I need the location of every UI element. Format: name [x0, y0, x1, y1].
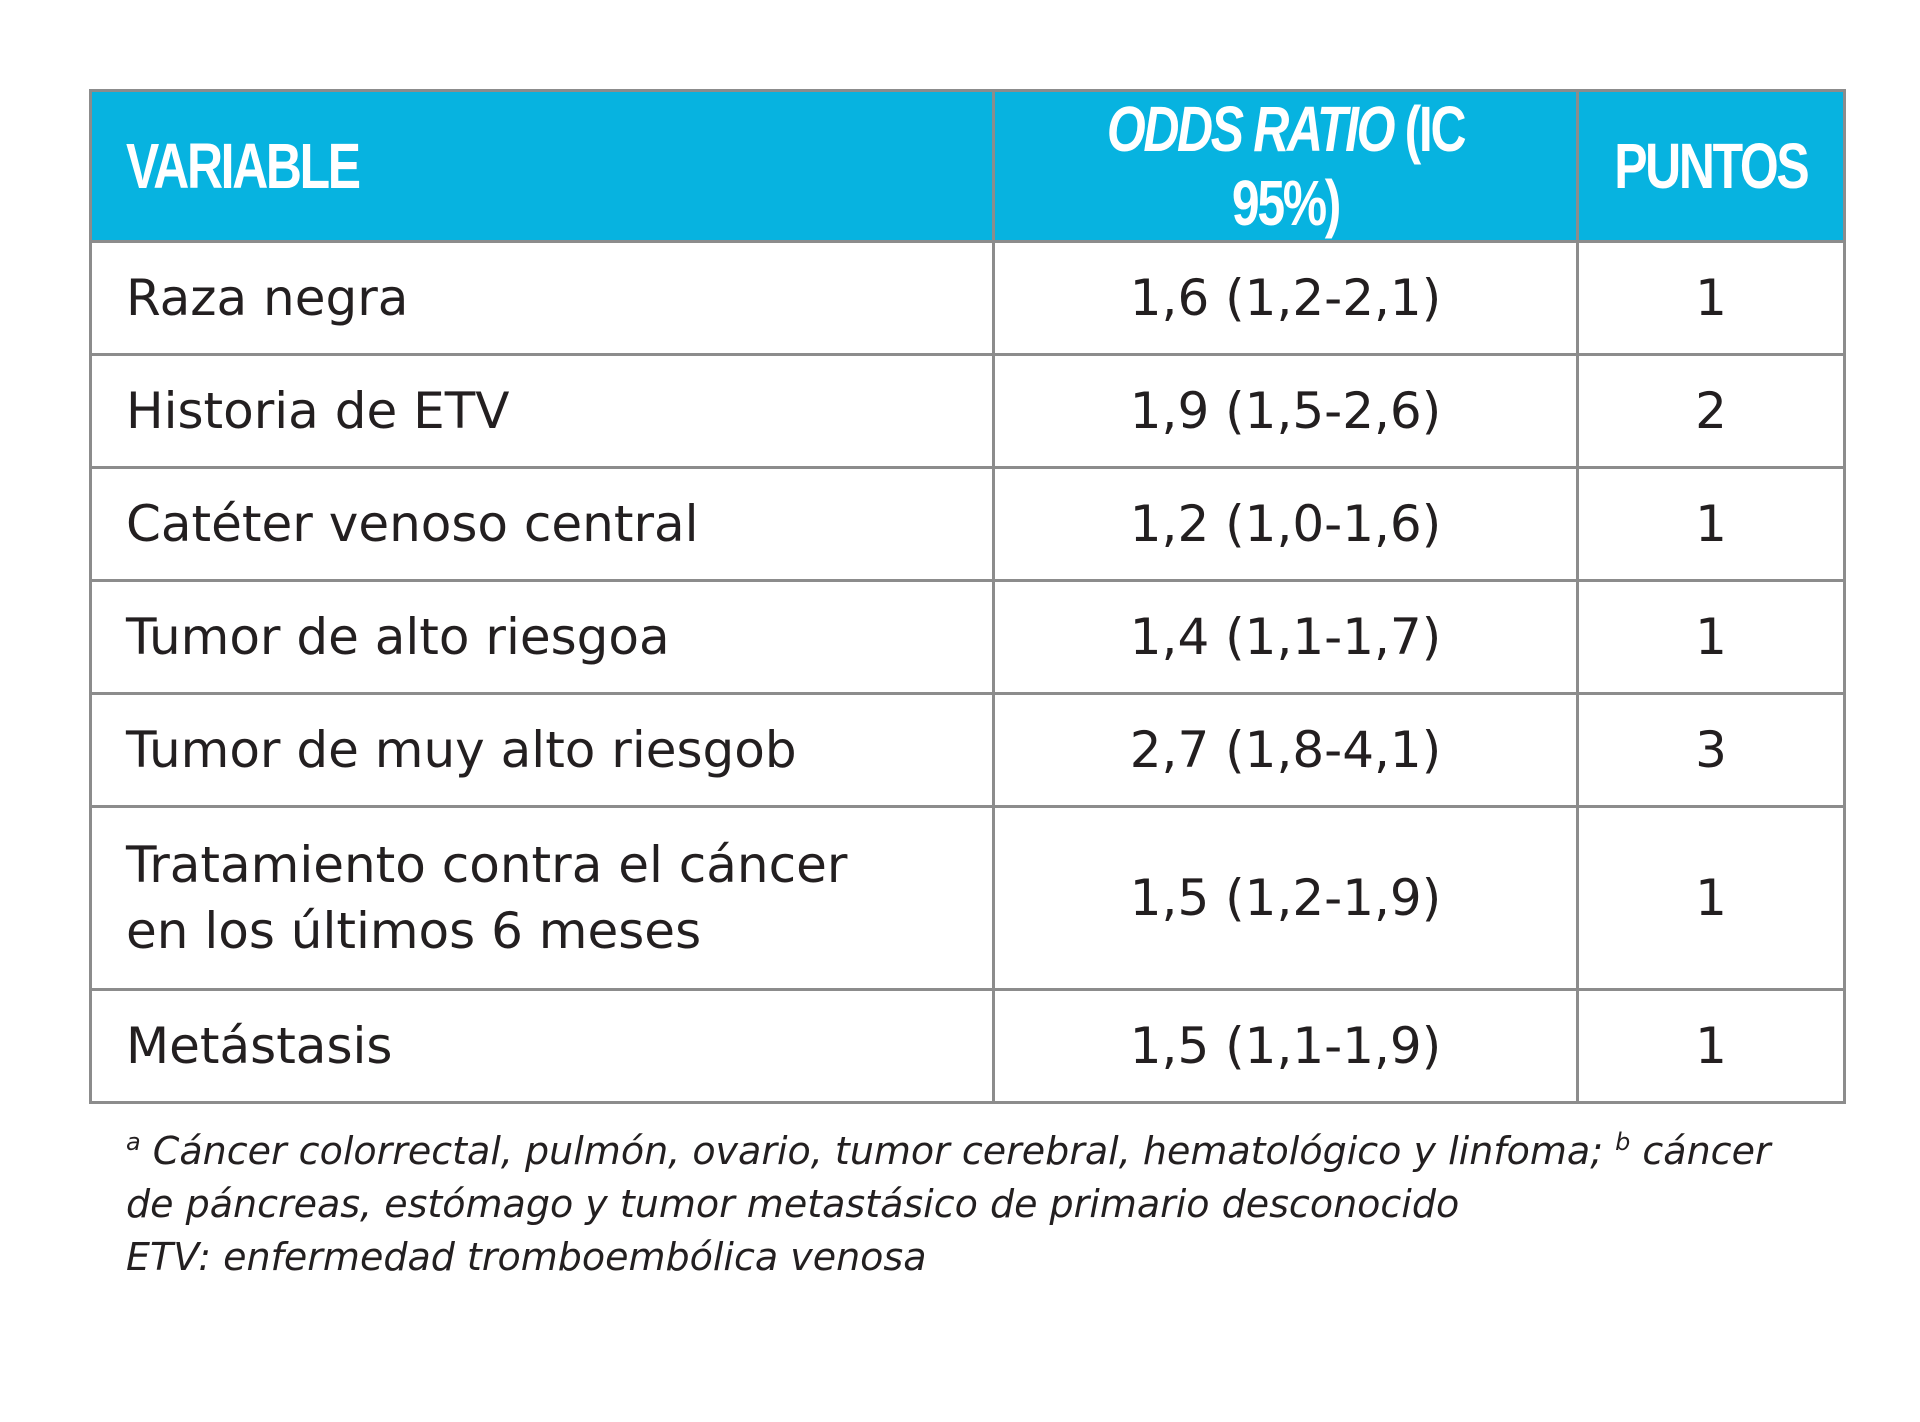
table-row [91, 468, 1845, 581]
header-odds-ratio-label [1059, 92, 1512, 240]
cell-variable: Tumor de muy alto riesgob [91, 694, 994, 807]
risk-score-table-container [89, 89, 1843, 1104]
table-row [91, 242, 1845, 355]
header-puntos [1578, 91, 1845, 242]
cell-variable: Tumor de alto riesgoa [91, 581, 994, 694]
cell-odds-ratio: 1,2 (1,0-1,6) [994, 468, 1578, 581]
cell-puntos: 3 [1578, 694, 1845, 807]
cell-variable: Raza negra [91, 242, 994, 355]
footnote-marker-a: a [126, 1128, 141, 1156]
header-odds-ratio [994, 91, 1578, 242]
header-puntos-label: PUNTOS [1614, 130, 1808, 202]
cell-puntos: 1 [1578, 468, 1845, 581]
cell-odds-ratio: 1,9 (1,5-2,6) [994, 355, 1578, 468]
cell-variable: Historia de ETV [91, 355, 994, 468]
table-footnotes [126, 1125, 1826, 1284]
table-row [91, 694, 1845, 807]
table-header-row [91, 91, 1845, 242]
cell-odds-ratio: 1,4 (1,1-1,7) [994, 581, 1578, 694]
footnote-abbreviation: ETV: enfermedad tromboembólica venosa [126, 1235, 927, 1279]
footnote-a-text: Cáncer colorrectal, pulmón, ovario, tumor cerebral, hematológico y linfoma; [140, 1129, 1616, 1173]
cell-puntos: 1 [1578, 581, 1845, 694]
header-variable [91, 91, 994, 242]
cell-variable-line-1: Tratamiento contra el cáncer [126, 836, 848, 894]
cell-variable: Catéter venoso central [91, 468, 994, 581]
header-odds-ratio-ci: (IC 95%) [1231, 93, 1465, 239]
table-row [91, 807, 1845, 990]
cell-puntos: 1 [1578, 242, 1845, 355]
footnote-marker-b: b [1615, 1128, 1631, 1156]
table-row [91, 355, 1845, 468]
cell-odds-ratio: 1,5 (1,1-1,9) [994, 990, 1578, 1103]
cell-odds-ratio: 1,5 (1,2-1,9) [994, 807, 1578, 990]
header-odds-ratio-italic: ODDS RATIO [1106, 93, 1394, 165]
risk-score-table [89, 89, 1846, 1104]
table-row [91, 581, 1845, 694]
cell-odds-ratio: 2,7 (1,8-4,1) [994, 694, 1578, 807]
cell-variable [91, 807, 994, 990]
table-row [91, 990, 1845, 1103]
cell-puntos: 1 [1578, 990, 1845, 1103]
footnote-b-text: cáncer de páncreas, estómago y tumor metastásico de primario desconocido [126, 1129, 1771, 1226]
cell-puntos: 2 [1578, 355, 1845, 468]
cell-variable-line-2: en los últimos 6 meses [126, 902, 702, 960]
footnote-risk-tumors [126, 1125, 1826, 1231]
cell-odds-ratio: 1,6 (1,2-2,1) [994, 242, 1578, 355]
cell-variable: Metástasis [91, 990, 994, 1103]
header-variable-label: VARIABLE [126, 130, 359, 202]
cell-puntos: 1 [1578, 807, 1845, 990]
